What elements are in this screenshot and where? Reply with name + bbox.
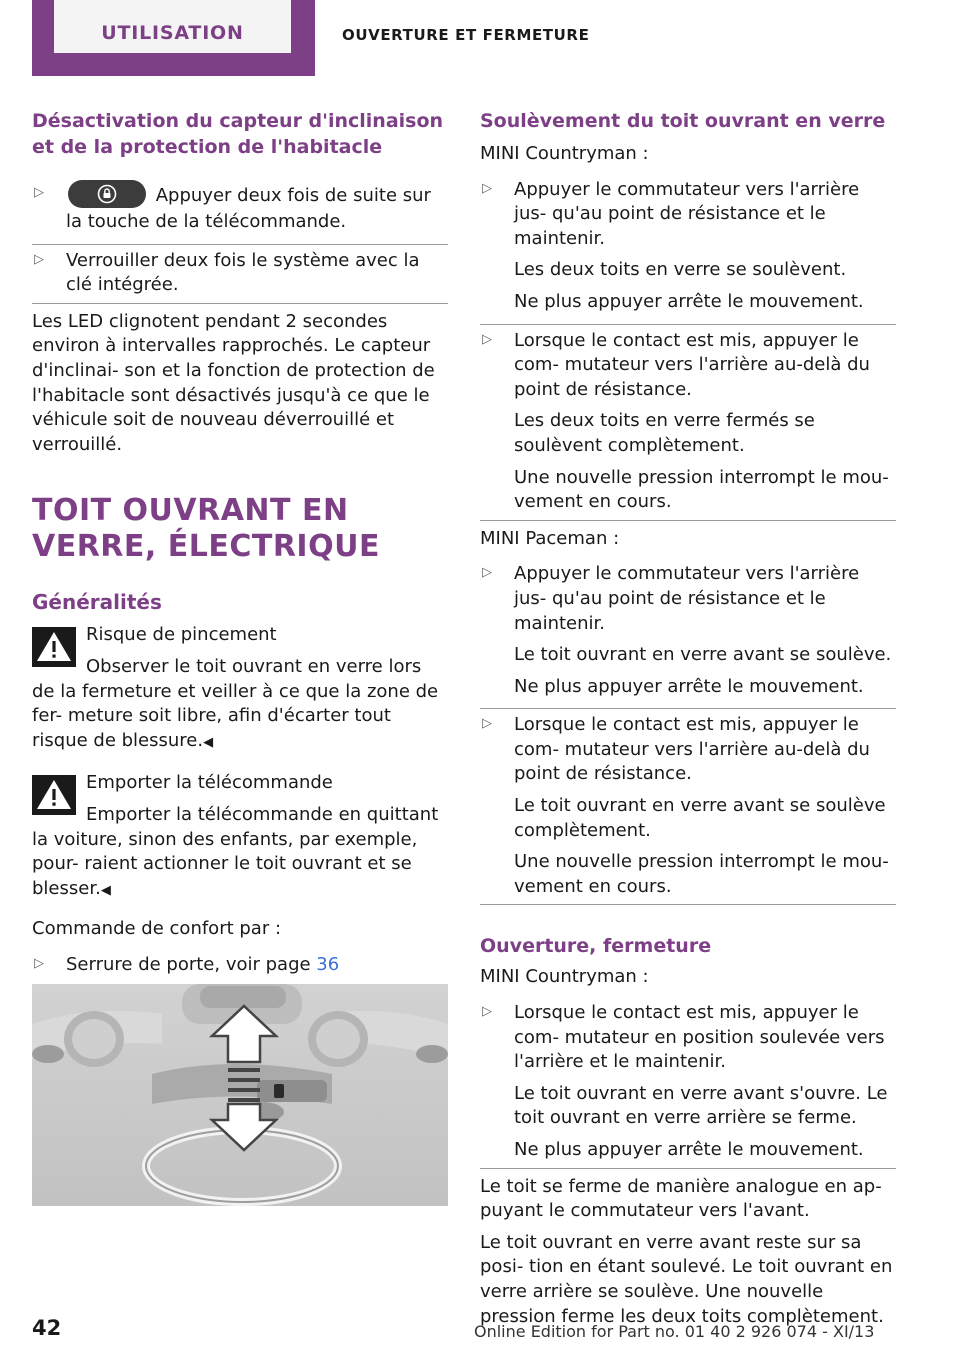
open-close-list — [480, 997, 896, 1169]
deactivation-heading: Désactivation du capteur d'inclinaison et de la protection de l'habitacle — [32, 110, 444, 158]
triangle-bullet-icon: ▷ — [482, 565, 492, 581]
list-item — [480, 708, 896, 905]
section-label: UTILISATION — [101, 22, 244, 44]
list-item-text: Lorsque le contact est mis, appuyer le com- mutateur en position soulevée vers l'arrière et le maintenir. — [514, 1002, 885, 1073]
warning-remote — [32, 771, 448, 903]
countryman-label: MINI Countryman : — [480, 966, 649, 988]
remote-lock-key-icon — [68, 180, 146, 208]
raise-heading: Soulèvement du toit ouvrant en verre — [480, 110, 886, 132]
list-item-subtext: Les deux toits en verre fermés se soulèvent complètement. — [514, 410, 815, 456]
chapter-label: OUVERTURE ET FERMETURE — [342, 26, 590, 44]
list-item — [32, 178, 448, 240]
page-link-36[interactable]: 36 — [316, 953, 340, 975]
left-column — [32, 108, 448, 1021]
list-item-text: Appuyer le commutateur vers l'arrière jus- qu'au point de résistance et le maintenir. — [514, 563, 860, 634]
triangle-bullet-icon: ▷ — [482, 331, 492, 347]
paceman-label: MINI Paceman : — [480, 527, 620, 549]
front-roof-paragraph: Le toit ouvrant en verre avant reste sur sa posi- tion en étant soulevé. Le toit ouvrant en verre arrière se soulève. Une nouvelle pression ferme les deux toits complètement. — [480, 1231, 893, 1327]
list-item — [480, 558, 896, 704]
list-item-text: Lorsque le contact est mis, appuyer le com- mutateur vers l'arrière au-delà du point de résistance. — [514, 329, 870, 400]
deactivation-bullet-1: Appuyer deux fois de suite sur la touche de la télécommande. — [66, 185, 431, 232]
triangle-bullet-icon: ▷ — [482, 1004, 492, 1020]
comfort-item-text: Serrure de porte, voir page — [66, 953, 317, 975]
warning-triangle-icon — [32, 775, 76, 815]
triangle-bullet-icon: ▷ — [34, 185, 44, 200]
warning-title: Risque de pincement — [86, 624, 277, 646]
triangle-bullet-icon: ▷ — [482, 716, 492, 732]
close-paragraph: Le toit se ferme de manière analogue en ap- puyant le commutateur vers l'avant. — [480, 1175, 882, 1222]
list-item — [480, 174, 896, 320]
list-item-subtext: Le toit ouvrant en verre avant s'ouvre. Le toit ouvrant en verre arrière se ferme. — [514, 1082, 888, 1129]
end-mark-icon: ◀ — [100, 882, 111, 898]
list-item-subtext: Ne plus appuyer arrête le mouvement. — [514, 675, 864, 697]
warning-text: Observer le toit ouvrant en verre lors de la fermeture et veiller à ce que la zone de fer- meture soit libre, afin d'écarter tout risque de blessure. — [32, 655, 439, 751]
list-item-text: Lorsque le contact est mis, appuyer le com- mutateur vers l'arrière au-delà du point de résistance. — [514, 714, 870, 785]
page-number: 42 — [32, 1316, 62, 1340]
paceman-raise-list — [480, 558, 896, 905]
right-column — [480, 108, 896, 1336]
list-item-subtext: Le toit ouvrant en verre avant se soulève complètement. — [514, 795, 886, 841]
countryman-raise-list — [480, 174, 896, 521]
comfort-intro: Commande de confort par : — [32, 918, 282, 940]
countryman-label: MINI Countryman : — [480, 143, 649, 164]
deactivation-list — [32, 178, 448, 304]
list-item-subtext: Une nouvelle pression interrompt le mou- vement en cours. — [514, 851, 889, 897]
sunroof-switch-photo — [32, 984, 448, 1206]
deactivation-bullet-2: Verrouiller deux fois le système avec la clé intégrée. — [66, 249, 420, 296]
end-mark-icon: ◀ — [203, 734, 214, 750]
list-item — [480, 997, 896, 1169]
list-item — [480, 324, 896, 521]
deactivation-paragraph: Les LED clignotent pendant 2 secondes environ à intervalles rapprochés. Le capteur d'inclinai- son et la fonction de protection de l'habitacle sont désactivés jusqu'à ce que le véhicule soit de nouveau déverrouillé et verrouillé. — [32, 310, 435, 455]
main-heading: TOIT OUVRANT EN VERRE, ÉLECTRIQUE — [32, 493, 380, 565]
warning-text: Emporter la télécommande en quittant la voiture, sinon des enfants, par exemple, pour- raient actionner le toit ouvrant et se blesser. — [32, 803, 439, 899]
list-item-subtext: Une nouvelle pression interrompt le mou- vement en cours. — [514, 466, 889, 513]
warning-triangle-icon — [32, 627, 76, 667]
list-item-subtext: Ne plus appuyer arrête le mouvement. — [514, 1139, 864, 1160]
warning-pinch — [32, 623, 448, 755]
list-item-subtext: Les deux toits en verre se soulèvent. — [514, 259, 847, 281]
triangle-bullet-icon: ▷ — [34, 955, 44, 971]
general-heading: Généralités — [32, 590, 162, 615]
list-item-subtext: Le toit ouvrant en verre avant se soulève. — [514, 644, 892, 666]
list-item — [32, 949, 448, 983]
triangle-bullet-icon: ▷ — [34, 251, 44, 267]
list-item-text: Appuyer le commutateur vers l'arrière jus- qu'au point de résistance et le maintenir. — [514, 178, 860, 249]
edition-footer: Online Edition for Part no. 01 40 2 926 074 - XI/13 — [474, 1322, 875, 1341]
open-close-heading: Ouverture, fermeture — [480, 935, 712, 958]
triangle-bullet-icon: ▷ — [482, 180, 492, 196]
warning-title: Emporter la télécommande — [86, 772, 333, 794]
list-item — [32, 244, 448, 304]
list-item-subtext: Ne plus appuyer arrête le mouvement. — [514, 290, 864, 312]
